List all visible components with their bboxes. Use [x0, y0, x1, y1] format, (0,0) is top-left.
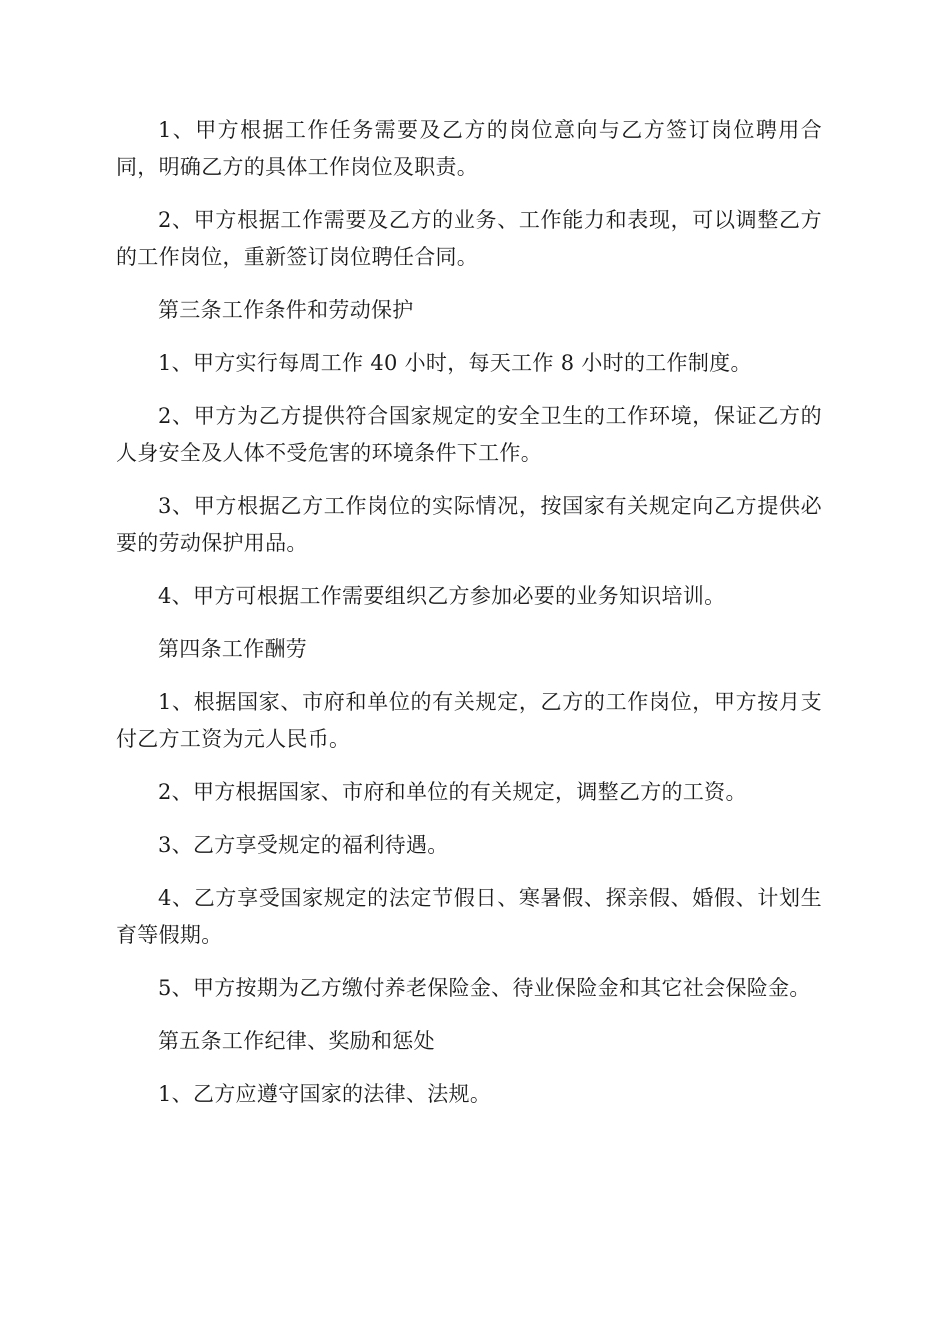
section-heading-article-5: 第五条工作纪律、奖励和惩处: [158, 1029, 435, 1053]
document-body: [116, 112, 822, 1129]
clause-3-1: 1、甲方实行每周工作 40 小时，每天工作 8 小时的工作制度。: [158, 351, 752, 375]
clause-4-1: 1、根据国家、市府和单位的有关规定，乙方的工作岗位，甲方按月支付乙方工资为元人民币。: [116, 690, 822, 751]
section-heading-article-4: 第四条工作酬劳: [158, 637, 308, 661]
clause-4-4: 4、乙方享受国家规定的法定节假日、寒暑假、探亲假、婚假、计划生育等假期。: [116, 886, 822, 947]
clause-5-1: 1、乙方应遵守国家的法律、法规。: [158, 1082, 492, 1106]
clause-3-3: 3、甲方根据乙方工作岗位的实际情况，按国家有关规定向乙方提供必要的劳动保护用品。: [116, 494, 822, 555]
clause-3-4: 4、甲方可根据工作需要组织乙方参加必要的业务知识培训。: [158, 584, 726, 608]
clause-1-2: 2、甲方根据工作需要及乙方的业务、工作能力和表现，可以调整乙方的工作岗位，重新签订岗位聘任合同。: [116, 208, 822, 269]
clause-1-1: 1、甲方根据工作任务需要及乙方的岗位意向与乙方签订岗位聘用合同，明确乙方的具体工作岗位及职责。: [116, 118, 822, 179]
clause-4-2: 2、甲方根据国家、市府和单位的有关规定，调整乙方的工资。: [158, 780, 747, 804]
clause-4-5: 5、甲方按期为乙方缴付养老保险金、待业保险金和其它社会保险金。: [158, 976, 811, 1000]
clause-3-2: 2、甲方为乙方提供符合国家规定的安全卫生的工作环境，保证乙方的人身安全及人体不受危害的环境条件下工作。: [116, 404, 822, 465]
clause-4-3: 3、乙方享受规定的福利待遇。: [158, 833, 449, 857]
section-heading-article-3: 第三条工作条件和劳动保护: [158, 298, 414, 322]
